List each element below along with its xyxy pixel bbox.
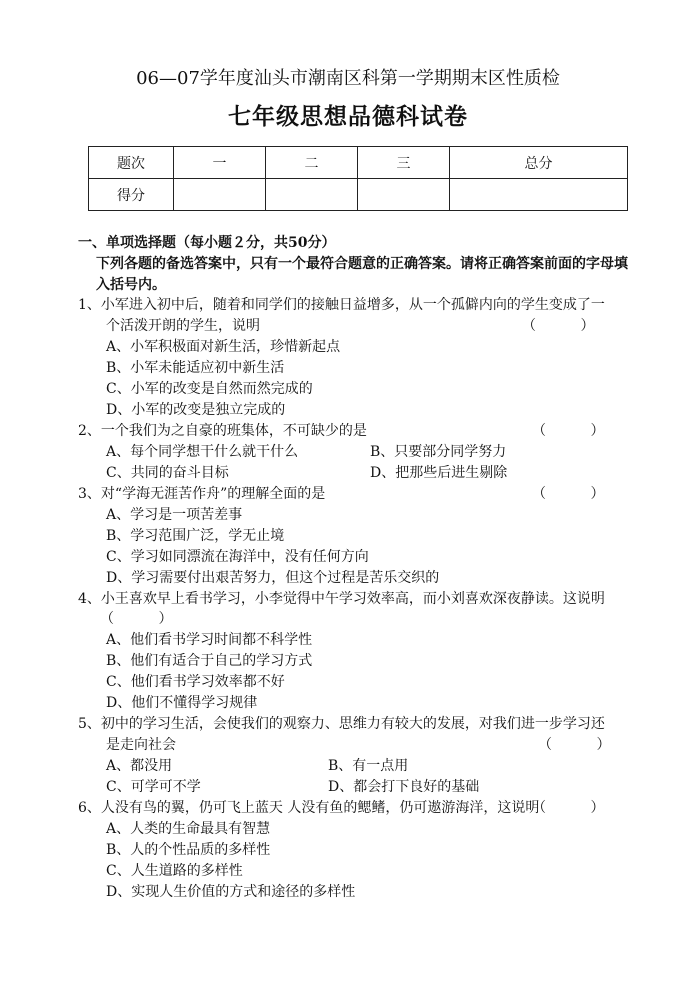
question-1-text: 1、小军进入初中后，随着和同学们的接触日益增多，从一个孤僻内向的学生变成了一: [78, 297, 605, 313]
answer-paren[interactable]: （ ）: [522, 318, 595, 334]
question-6-text: 6、人没有鸟的翼，仍可飞上蓝天 人没有鱼的鳃鳍，仍可遨游海洋，这说明: [78, 800, 540, 816]
option-c: C、他们看书学习效率都不好: [106, 674, 285, 690]
question-2-text: 2、一个我们为之自豪的班集体，不可缺少的是: [78, 423, 367, 439]
answer-paren[interactable]: （ ）: [100, 611, 173, 627]
score-table-score-row: [89, 179, 628, 211]
score-table: [88, 146, 628, 211]
option-b: B、小军未能适应初中新生活: [106, 360, 285, 376]
question-4-text: 4、小王喜欢早上看书学习，小李觉得中午学习效率高，而小刘喜欢深夜静读。这说明: [78, 591, 605, 607]
question-1-text-cont: 个活泼开朗的学生，说明: [106, 318, 260, 334]
answer-paren[interactable]: （ ）: [532, 423, 605, 439]
option-b: B、人的个性品质的多样性: [106, 842, 271, 858]
section-instruction: 下列各题的备选答案中，只有一个最符合题意的正确答案。请将正确答案前面的字母填入括号内。: [96, 256, 628, 293]
exam-title: 七年级思想品德科试卷: [228, 103, 468, 130]
answer-paren[interactable]: （ ）: [532, 800, 605, 816]
option-c: C、学习如同漂流在海洋中，没有任何方向: [106, 549, 369, 565]
score-cell-label: 题次: [89, 147, 174, 179]
question-3-text: 3、对“学海无涯苦作舟”的理解全面的是: [78, 486, 326, 502]
question-5-text: 5、初中的学习生活，会使我们的观察力、思维力有较大的发展，对我们进一步学习还: [78, 716, 605, 732]
score-cell-header: 二: [266, 147, 358, 179]
score-cell-label: 得分: [89, 179, 174, 211]
question-5-text-cont: 是走向社会: [106, 737, 176, 753]
option-a: A、学习是一项苦差事: [106, 507, 243, 523]
option-b: B、只要部分同学努力: [370, 444, 507, 460]
score-cell-header: 一: [174, 147, 266, 179]
score-cell-header: 总分: [450, 147, 628, 179]
option-c: C、小军的改变是自然而然完成的: [106, 381, 313, 397]
option-d: D、他们不懂得学习规律: [106, 695, 258, 711]
option-b: B、有一点用: [328, 758, 409, 774]
answer-paren[interactable]: （ ）: [538, 737, 611, 753]
option-a: A、他们看书学习时间都不科学性: [106, 632, 313, 648]
option-b: B、学习范围广泛，学无止境: [106, 528, 285, 544]
answer-paren[interactable]: （ ）: [532, 486, 605, 502]
option-a: A、人类的生命最具有智慧: [106, 821, 271, 837]
score-cell-empty[interactable]: [174, 179, 266, 211]
option-a: A、每个同学想干什么就干什么: [106, 444, 299, 460]
score-cell-header: 三: [358, 147, 450, 179]
section-heading: 一、单项选择题（每小题２分，共50分）: [78, 235, 336, 251]
option-d: D、小军的改变是独立完成的: [106, 402, 286, 418]
option-b: B、他们有适合于自己的学习方式: [106, 653, 313, 669]
score-cell-empty[interactable]: [358, 179, 450, 211]
exam-subtitle: 06—07学年度汕头市潮南区科第一学期期末区性质检: [136, 68, 560, 89]
score-table-header-row: [89, 147, 628, 179]
option-a: A、都没用: [106, 758, 173, 774]
score-cell-empty[interactable]: [450, 179, 628, 211]
option-d: D、学习需要付出艰苦努力，但这个过程是苦乐交织的: [106, 570, 440, 586]
option-c: C、共同的奋斗目标: [106, 465, 229, 481]
option-c: C、人生道路的多样性: [106, 863, 243, 879]
option-d: D、实现人生价值的方式和途径的多样性: [106, 884, 356, 900]
option-d: D、把那些后进生剔除: [370, 465, 508, 481]
score-cell-empty[interactable]: [266, 179, 358, 211]
option-d: D、都会打下良好的基础: [328, 779, 480, 795]
option-c: C、可学可不学: [106, 779, 201, 795]
option-a: A、小军积极面对新生活，珍惜新起点: [106, 339, 341, 355]
